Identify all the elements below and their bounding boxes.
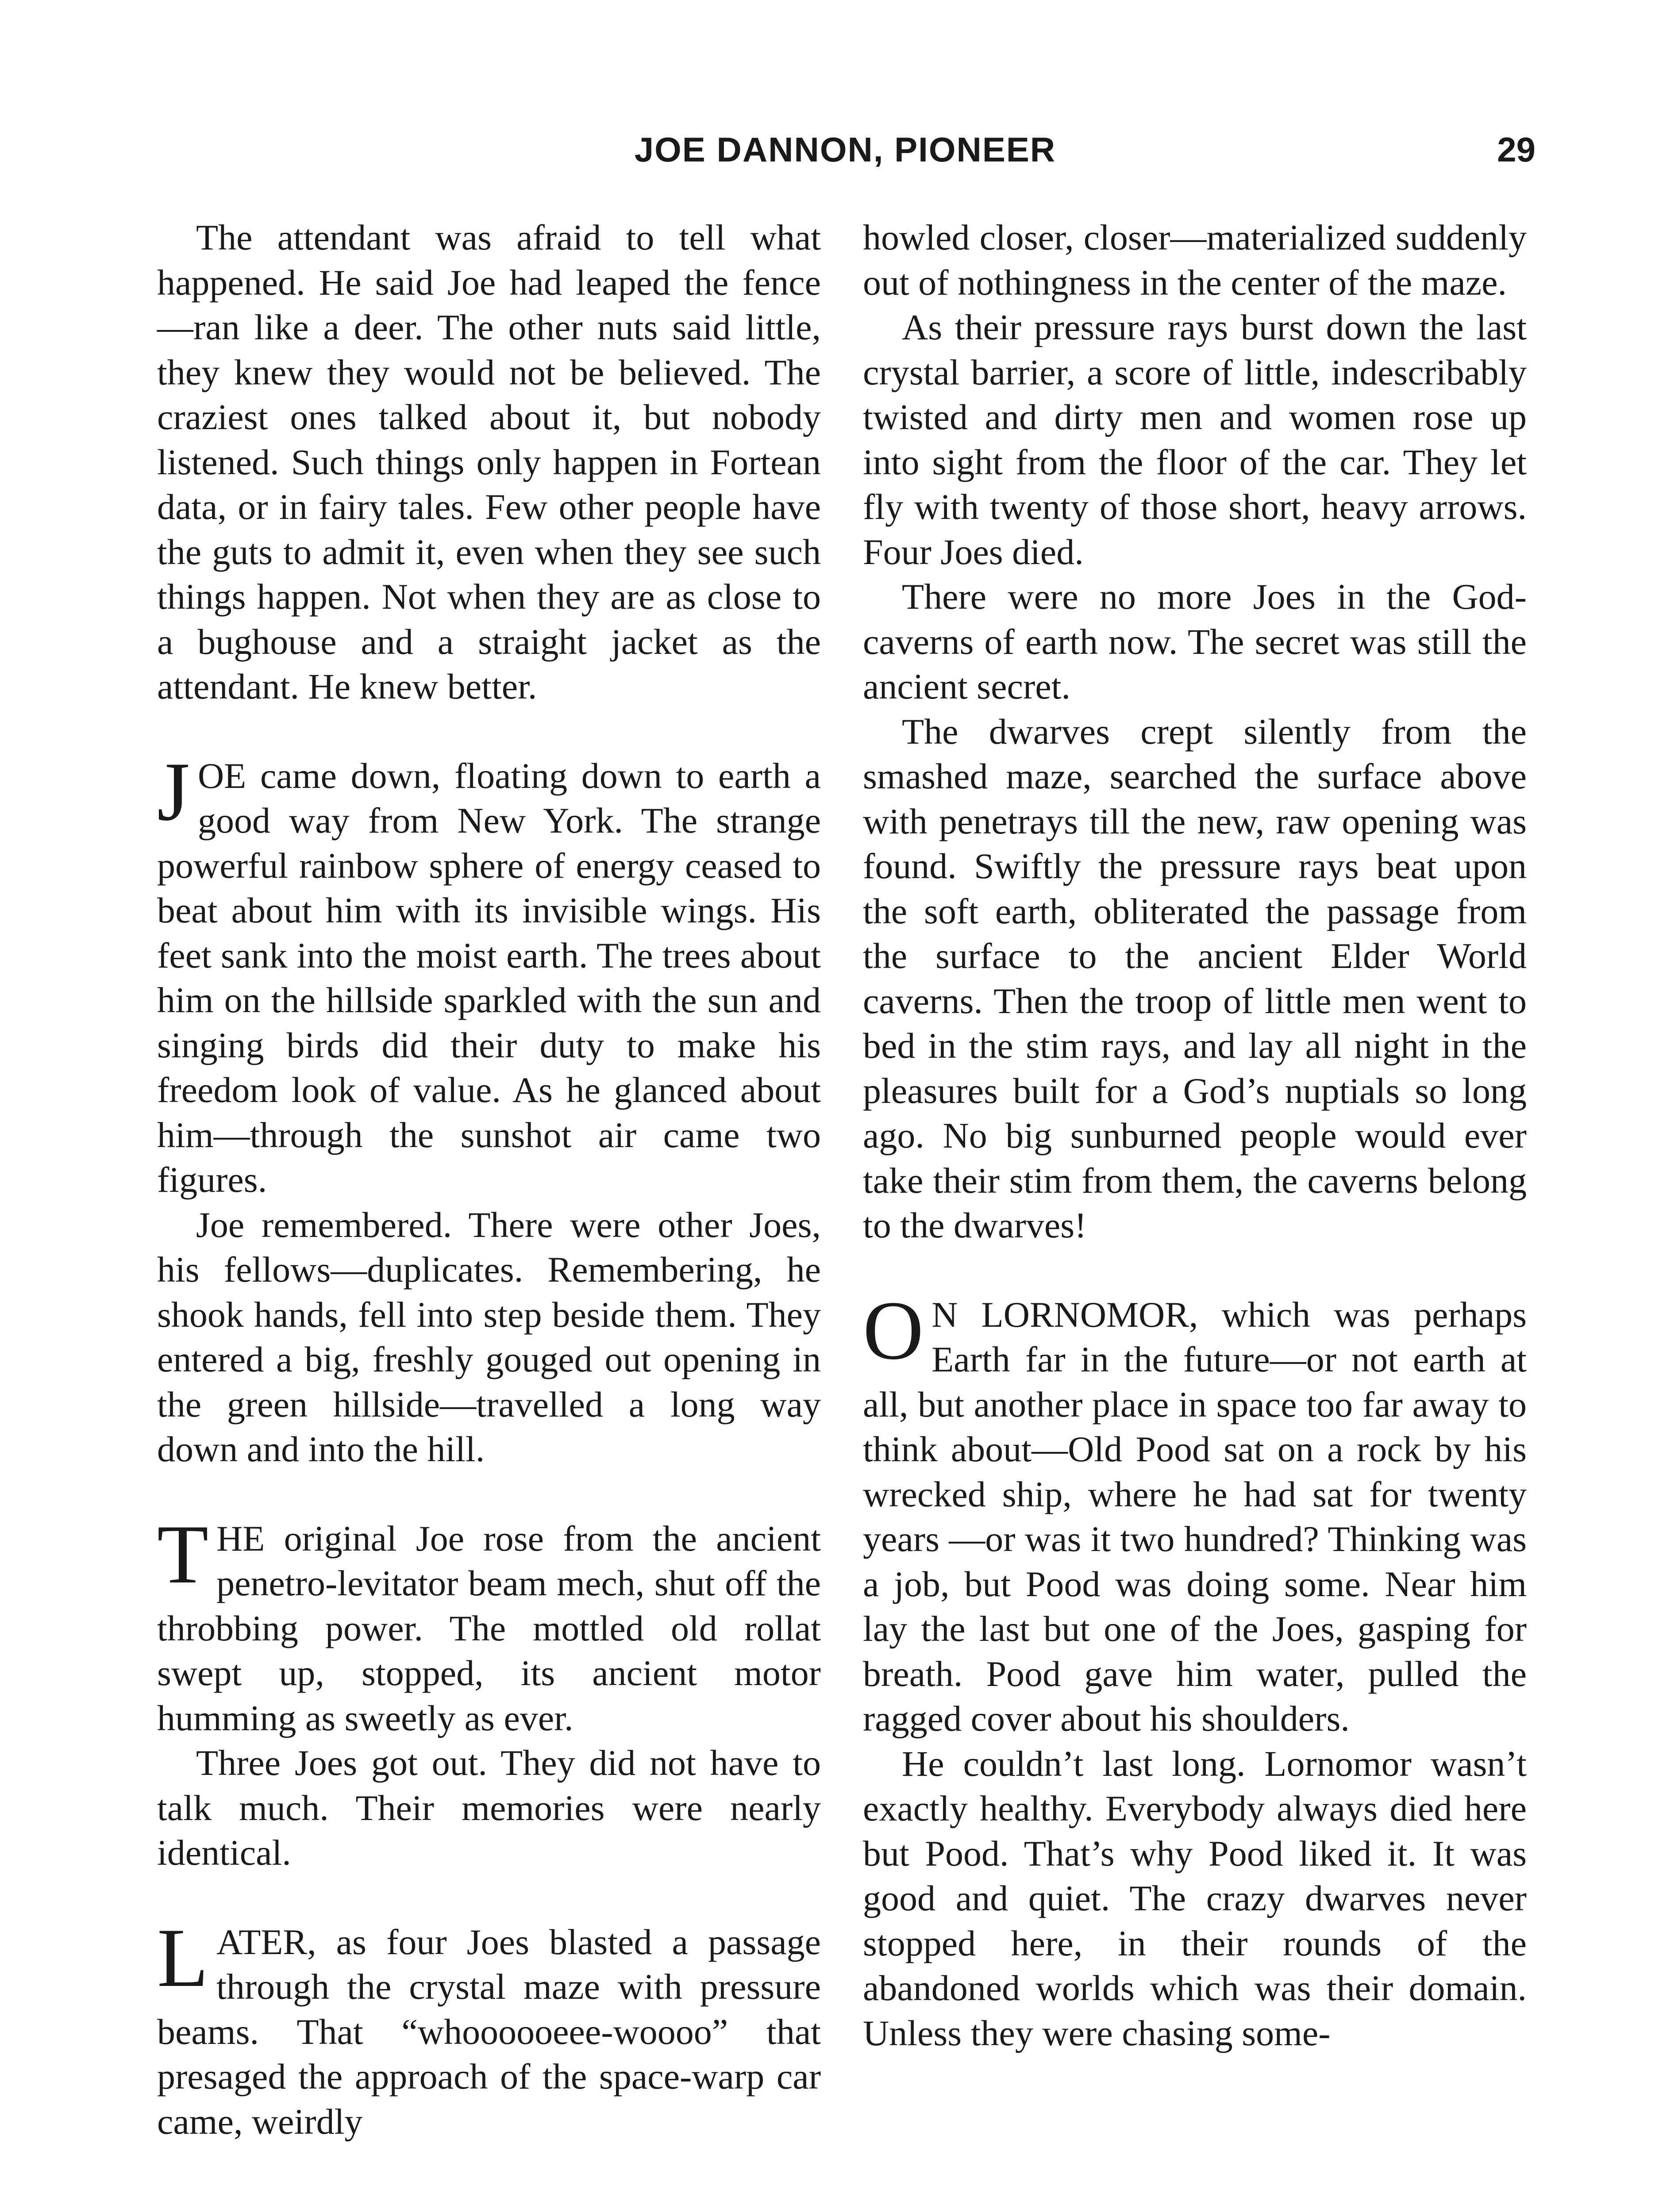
paragraph-text: original Joe rose from the ancient penetro-levitator beam mech, shut off the throbbing power. The mottled old rollat swept up, stopped, its ancient motor humming as sweetly as ever. bbox=[157, 1518, 821, 1738]
lead-in-caps: N LORNOMOR, bbox=[931, 1294, 1198, 1335]
section-paragraph bbox=[863, 1284, 1527, 1741]
paragraph: The dwarves crept silently from the smashed maze, searched the surface above with penetrays till the new, raw opening was found. Swiftly the pressure rays beat upon the soft earth, obliterated the passage from the surface to the ancient Elder World caverns. Then the troop of little men went to bed in the stim rays, and lay all night in the pleasures built for a God’s nuptials so long ago. No big sunburned people would ever take their stim from them, the caverns belong to the dwarves! bbox=[863, 711, 1527, 1245]
section-paragraph bbox=[157, 1911, 821, 2144]
section-paragraph bbox=[157, 745, 821, 1202]
drop-cap: L bbox=[157, 1911, 209, 2005]
lead-in-caps: OE bbox=[197, 755, 246, 796]
left-column bbox=[157, 215, 821, 2144]
paragraph-text: came down, floating down to earth a good way from New York. The strange powerful rainbow sphere of energy ceased to beat about him with its invisible wings. His feet sank into the moist earth. The trees about him on the hillside sparkled with the sun and singing birds did their duty to make his freedom look of value. As he glanced about him—through the sunshot air came two figures. bbox=[157, 755, 821, 1200]
paragraph: The attendant was afraid to tell what happened. He said Joe had leaped the fence—ran like a deer. The other nuts said little, they knew they would not be believed. The craziest ones talked about it, but nobody listened. Such things only happen in Fortean data, or in fairy tales. Few other people have the guts to admit it, even when they see such things happen. Not when they are as close to a bughouse and a straight jacket as the attendant. He knew better. bbox=[157, 217, 821, 707]
lead-in-caps: ATER, bbox=[216, 1921, 316, 1962]
right-column bbox=[863, 215, 1527, 2055]
paragraph-text: as four Joes blasted a passage through the crystal maze with pressure beams. That “whoooooeee-woooo” that presaged the approach of the space-warp car came, weirdly bbox=[157, 1921, 821, 2142]
paragraph: As their pressure rays burst down the last crystal barrier, a score of little, indescribably twisted and dirty men and women rose up into sight from the floor of the car. They let fly with twenty of those short, heavy arrows. Four Joes died. bbox=[863, 307, 1527, 572]
paragraph: There were no more Joes in the God-caverns of earth now. The secret was still the ancient secret. bbox=[863, 576, 1527, 707]
running-title: JOE DANNON, PIONEER bbox=[634, 130, 1056, 169]
page-number: 29 bbox=[1497, 130, 1536, 169]
drop-cap: O bbox=[863, 1284, 924, 1377]
paragraph: Joe remembered. There were other Joes, his fellows—duplicates. Remembering, he shook hands, fell into step beside them. They entered a big, freshly gouged out opening in the green hillside—travelled a long way down and into the hill. bbox=[157, 1204, 821, 1469]
drop-cap: J bbox=[157, 745, 190, 838]
paragraph: Three Joes got out. They did not have to talk much. Their memories were nearly identical. bbox=[157, 1743, 821, 1873]
paragraph-text: which was perhaps Earth far in the future—or not earth at all, but another place in space too far away to think about—Old Pood sat on a rock by his wrecked ship, where he had sat for twenty years —or was it two hundred? Thinking was a job, but Pood was doing some. Near him lay the last but one of the Joes, gasping for breath. Pood gave him water, pulled the ragged cover about his shoulders. bbox=[863, 1294, 1527, 1739]
running-head bbox=[155, 123, 1536, 176]
paragraph: howled closer, closer—materialized suddenly out of nothingness in the center of the maze. bbox=[863, 217, 1527, 303]
section-paragraph bbox=[157, 1508, 821, 1741]
drop-cap: T bbox=[157, 1508, 209, 1601]
lead-in-caps: HE bbox=[216, 1518, 265, 1559]
paragraph: He couldn’t last long. Lornomor wasn’t exactly healthy. Everybody always died here but Pood. That’s why Pood liked it. It was good and quiet. The crazy dwarves never stopped here, in their rounds of the abandoned worlds which was their domain. Unless they were chasing some- bbox=[863, 1743, 1527, 2053]
